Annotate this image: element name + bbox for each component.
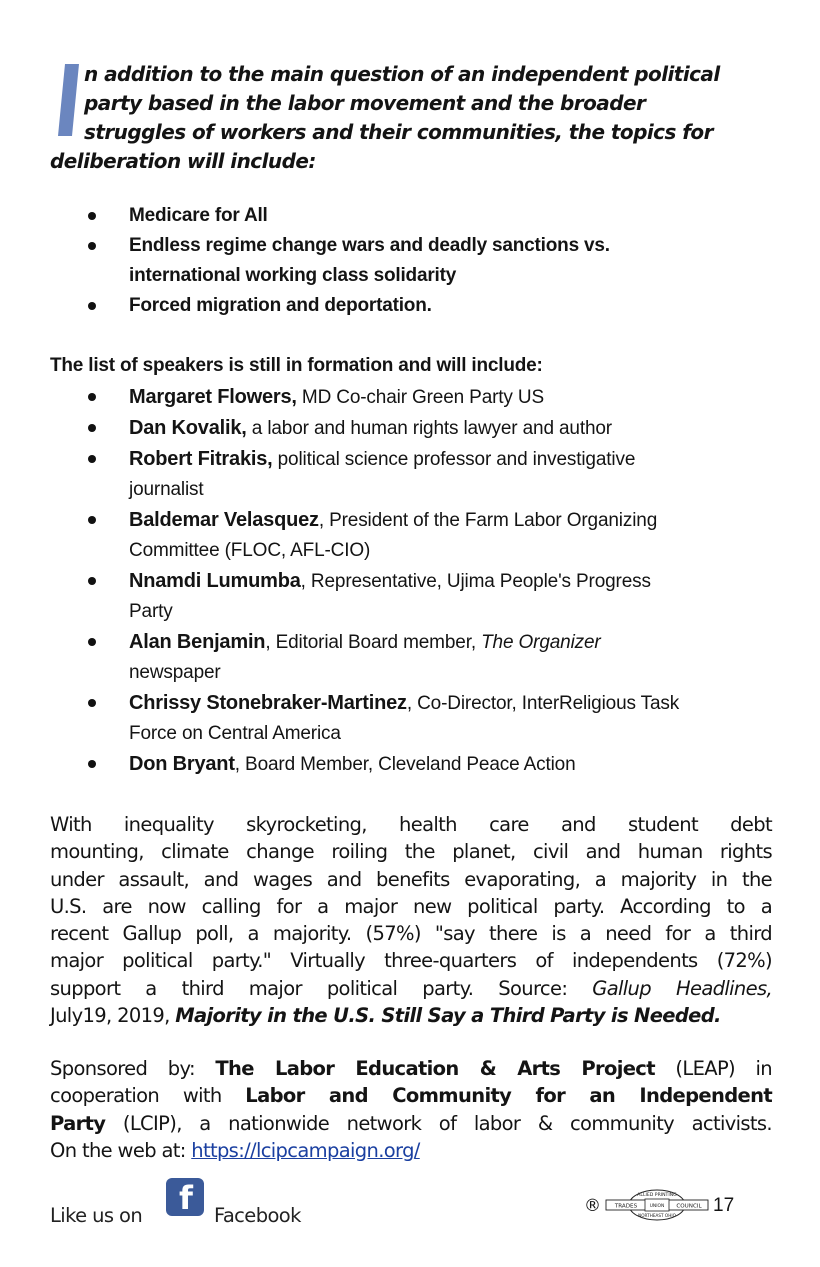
paragraph-line: under assault, and wages and benefits evaporating, a majority in the [50, 867, 772, 891]
bullet-icon [88, 393, 96, 401]
bullet-icon [88, 302, 96, 310]
speaker-description: Party [129, 601, 173, 622]
list-item: Forced migration and deportation. [88, 291, 788, 321]
speaker-item [88, 382, 788, 413]
speaker-name: Alan Benjamin [129, 631, 266, 653]
paragraph-line: mounting, climate change roiling the planet, civil and human rights [50, 840, 772, 864]
speaker-description: , Editorial Board member, [265, 632, 482, 653]
speaker-description: Committee (FLOC, AFL-CIO) [129, 540, 371, 561]
speaker-name: Dan Kovalik, [129, 417, 247, 439]
paragraph-line: July19, 2019, Majority in the U.S. Still Say a Third Party is Needed. [50, 1004, 721, 1028]
speaker-item [88, 749, 788, 780]
svg-text:TRADES: TRADES [614, 1203, 638, 1210]
publication-title: The Organizer [481, 632, 601, 653]
bullet-icon [88, 760, 96, 768]
bullet-icon [88, 638, 96, 646]
paragraph-line: major political party." Virtually three-quarters of independents (72%) [50, 949, 772, 973]
paragraph-line: U.S. are now calling for a major new political party. According to a [50, 894, 772, 918]
intro-line: party based in the labor movement and the broader [84, 91, 646, 115]
union-bug-icon [604, 1189, 710, 1221]
facebook-label: Facebook [214, 1204, 301, 1227]
bullet-icon [88, 212, 96, 220]
registered-mark: ® [584, 1196, 601, 1216]
paragraph-line: With inequality skyrocketing, health care and student debt [50, 813, 772, 836]
bullet-icon [88, 516, 96, 524]
speaker-description: , Board Member, Cleveland Peace Action [234, 754, 576, 775]
svg-text:UNION: UNION [649, 1204, 665, 1210]
speaker-item [88, 444, 788, 505]
speaker-description: , Representative, Ujima People's Progress [300, 571, 651, 592]
paragraph-line: On the web at: https://lcipcampaign.org/ [50, 1138, 420, 1162]
speaker-description: journalist [129, 479, 204, 500]
list-item: Endless regime change wars and deadly sanctions vs. international working class solidarity [88, 231, 788, 291]
intro-paragraph [50, 60, 770, 176]
svg-text:ALLIED PRINTING: ALLIED PRINTING [637, 1193, 677, 1198]
speaker-name: Baldemar Velasquez [129, 509, 319, 531]
svg-text:NORTHEAST OHIO: NORTHEAST OHIO [638, 1213, 676, 1218]
speaker-name: Nnamdi Lumumba [129, 570, 301, 592]
sponsor-name: The Labor Education & Arts Project [215, 1057, 655, 1080]
speaker-description: political science professor and investigative [272, 449, 636, 470]
speaker-description: , Co-Director, InterReligious Task [406, 693, 680, 714]
speaker-description: Force on Central America [129, 723, 341, 744]
article-title: Majority in the U.S. Still Say a Third Party is Needed. [175, 1004, 721, 1028]
speaker-item [88, 627, 788, 688]
svg-text:COUNCIL: COUNCIL [676, 1203, 702, 1210]
partner-name: Labor and Community for an Independent [245, 1084, 772, 1108]
speaker-description: MD Co-chair Green Party US [296, 387, 545, 408]
speaker-description: , President of the Farm Labor Organizing [318, 510, 658, 531]
facebook-icon[interactable]: f [166, 1178, 204, 1216]
bullet-icon [88, 424, 96, 432]
speaker-item [88, 566, 788, 627]
paragraph-line: cooperation with Labor and Community for an Independent [50, 1084, 772, 1108]
bullet-icon [88, 699, 96, 707]
speaker-item [88, 688, 788, 749]
speakers-list [88, 382, 788, 780]
paragraph-line: recent Gallup poll, a majority. (57%) "say there is a need for a third [50, 922, 772, 946]
topics-list [88, 201, 788, 321]
speaker-item [88, 505, 788, 566]
speaker-name: Margaret Flowers, [129, 386, 297, 408]
speaker-name: Chrissy Stonebraker-Martinez [129, 692, 407, 714]
speaker-name: Robert Fitrakis, [129, 448, 273, 470]
bullet-icon [88, 455, 96, 463]
page-number: 17 [713, 1195, 735, 1216]
partner-name: Party [50, 1111, 106, 1135]
intro-line: n addition to the main question of an independent political [84, 62, 720, 86]
intro-line: deliberation will include: [50, 149, 316, 173]
bullet-icon [88, 242, 96, 250]
speaker-item [88, 413, 788, 444]
intro-line: struggles of workers and their communities, the topics for [84, 120, 713, 144]
list-item: Medicare for All [88, 201, 788, 231]
speaker-description: newspaper [129, 662, 221, 683]
paragraph-line: Party (LCIP), a nationwide network of labor & community activists. [50, 1111, 772, 1135]
gallup-paragraph [50, 811, 772, 1029]
like-us-label: Like us on [50, 1204, 143, 1227]
bullet-icon [88, 577, 96, 585]
speakers-heading: The list of speakers is still in formation and will include: [50, 355, 543, 376]
paragraph-line: Sponsored by: The Labor Education & Arts Project (LEAP) in [50, 1057, 772, 1080]
speaker-name: Don Bryant [129, 753, 235, 775]
sponsor-paragraph [50, 1055, 772, 1164]
speaker-description: a labor and human rights lawyer and author [246, 418, 612, 439]
paragraph-line: support a third major political party. Source: Gallup Headlines, [50, 976, 772, 1000]
source-title: Gallup Headlines, [592, 976, 772, 1000]
website-link[interactable]: https://lcipcampaign.org/ [191, 1138, 420, 1162]
drop-cap-letter [58, 64, 79, 136]
